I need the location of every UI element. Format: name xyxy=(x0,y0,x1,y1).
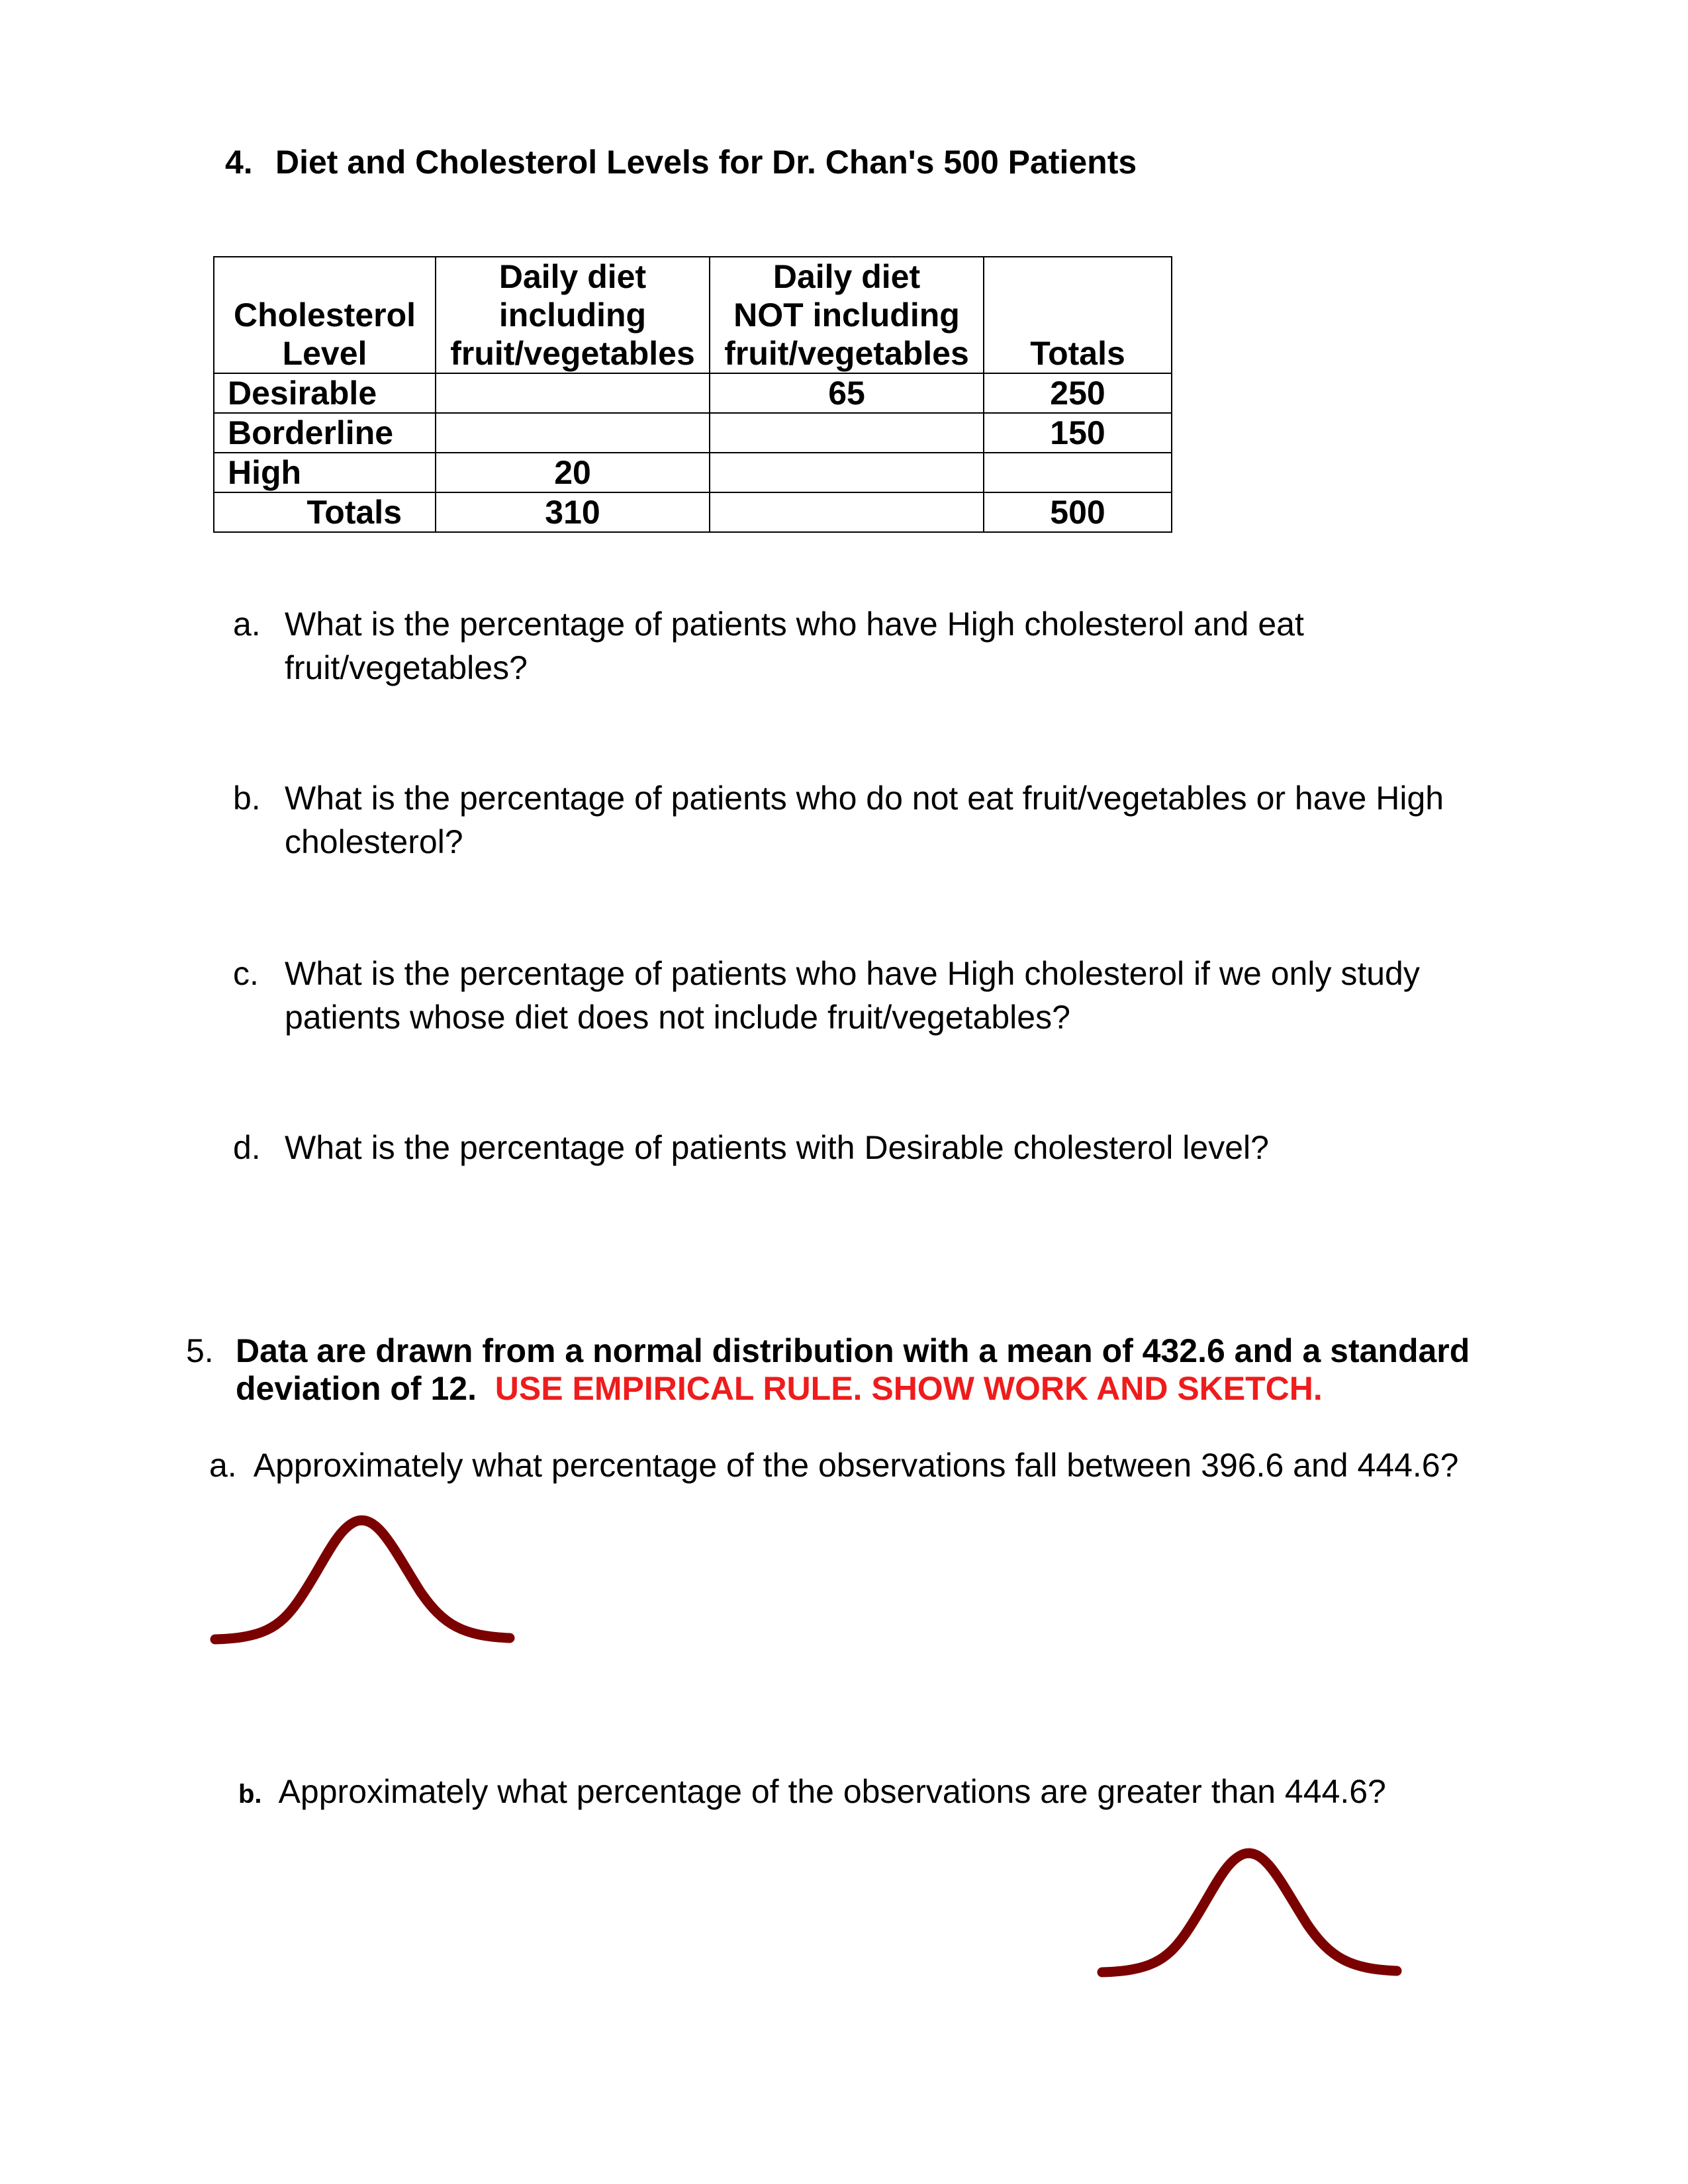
table-cell: 150 xyxy=(984,413,1172,453)
q4-number: 4. xyxy=(225,144,253,181)
table-cell: 250 xyxy=(984,373,1172,413)
header-totals: Totals xyxy=(984,257,1172,373)
q4-title: Diet and Cholesterol Levels for Dr. Chan's 500 Patients xyxy=(275,144,1137,181)
question-text: Approximately what percentage of the observations fall between 396.6 and 444.6? xyxy=(253,1447,1459,1484)
q4-question-d xyxy=(233,1126,1557,1172)
bell-curve-sketch-icon xyxy=(1092,1837,1410,1989)
header-diet-not-including: Daily diet NOT including fruit/vegetables xyxy=(710,257,984,373)
q4-question-a xyxy=(233,602,1557,695)
question-letter: b. xyxy=(238,1780,262,1809)
cholesterol-diet-table xyxy=(213,256,1172,533)
table-cell: 20 xyxy=(436,453,710,492)
question-letter: d. xyxy=(233,1129,261,1166)
q5-instruction: USE EMPIRICAL RULE. SHOW WORK AND SKETCH. xyxy=(494,1370,1323,1407)
question-letter: b. xyxy=(233,780,261,817)
row-label: Desirable xyxy=(214,373,436,413)
question-text: Approximately what percentage of the observations are greater than 444.6? xyxy=(278,1773,1386,1810)
row-label: Totals xyxy=(214,492,436,532)
table-cell xyxy=(710,453,984,492)
table-cell: 310 xyxy=(436,492,710,532)
question-letter: a. xyxy=(209,1447,237,1484)
question-text: What is the percentage of patients who do not eat fruit/vegetables or have High cholesterol? xyxy=(285,780,1444,860)
question-text: What is the percentage of patients who have High cholesterol if we only study patients whose diet does not include fruit/vegetables? xyxy=(285,955,1420,1036)
table-header-row xyxy=(214,257,1172,373)
q5-question-a xyxy=(209,1446,1458,1484)
table-cell xyxy=(710,492,984,532)
table-cell xyxy=(436,373,710,413)
table-cell xyxy=(710,413,984,453)
table-row xyxy=(214,413,1172,453)
row-label: Borderline xyxy=(214,413,436,453)
question-text: What is the percentage of patients with Desirable cholesterol level? xyxy=(285,1129,1269,1166)
bell-curve-sketch-icon xyxy=(205,1509,523,1661)
q5-text-line2 xyxy=(236,1369,1323,1408)
row-label: High xyxy=(214,453,436,492)
table-cell: 500 xyxy=(984,492,1172,532)
table-row xyxy=(214,373,1172,413)
header-diet-including: Daily diet including fruit/vegetables xyxy=(436,257,710,373)
q4-question-c xyxy=(233,952,1557,1044)
table-row xyxy=(214,492,1172,532)
header-cholesterol-level: Cholesterol Level xyxy=(214,257,436,373)
table-row xyxy=(214,453,1172,492)
question-letter: c. xyxy=(233,955,259,992)
table-cell xyxy=(436,413,710,453)
table-cell xyxy=(984,453,1172,492)
question-letter: a. xyxy=(233,606,261,643)
table-cell: 65 xyxy=(710,373,984,413)
q5-question-b xyxy=(238,1772,1386,1811)
q4-question-b xyxy=(233,776,1557,869)
q5-number: 5. xyxy=(186,1332,214,1369)
q5-text-line1: Data are drawn from a normal distribution with a mean of 432.6 and a standard xyxy=(236,1332,1470,1369)
q5-deviation-text: deviation of 12. xyxy=(236,1370,477,1407)
question-text: What is the percentage of patients who have High cholesterol and eat fruit/vegetables? xyxy=(285,606,1304,686)
